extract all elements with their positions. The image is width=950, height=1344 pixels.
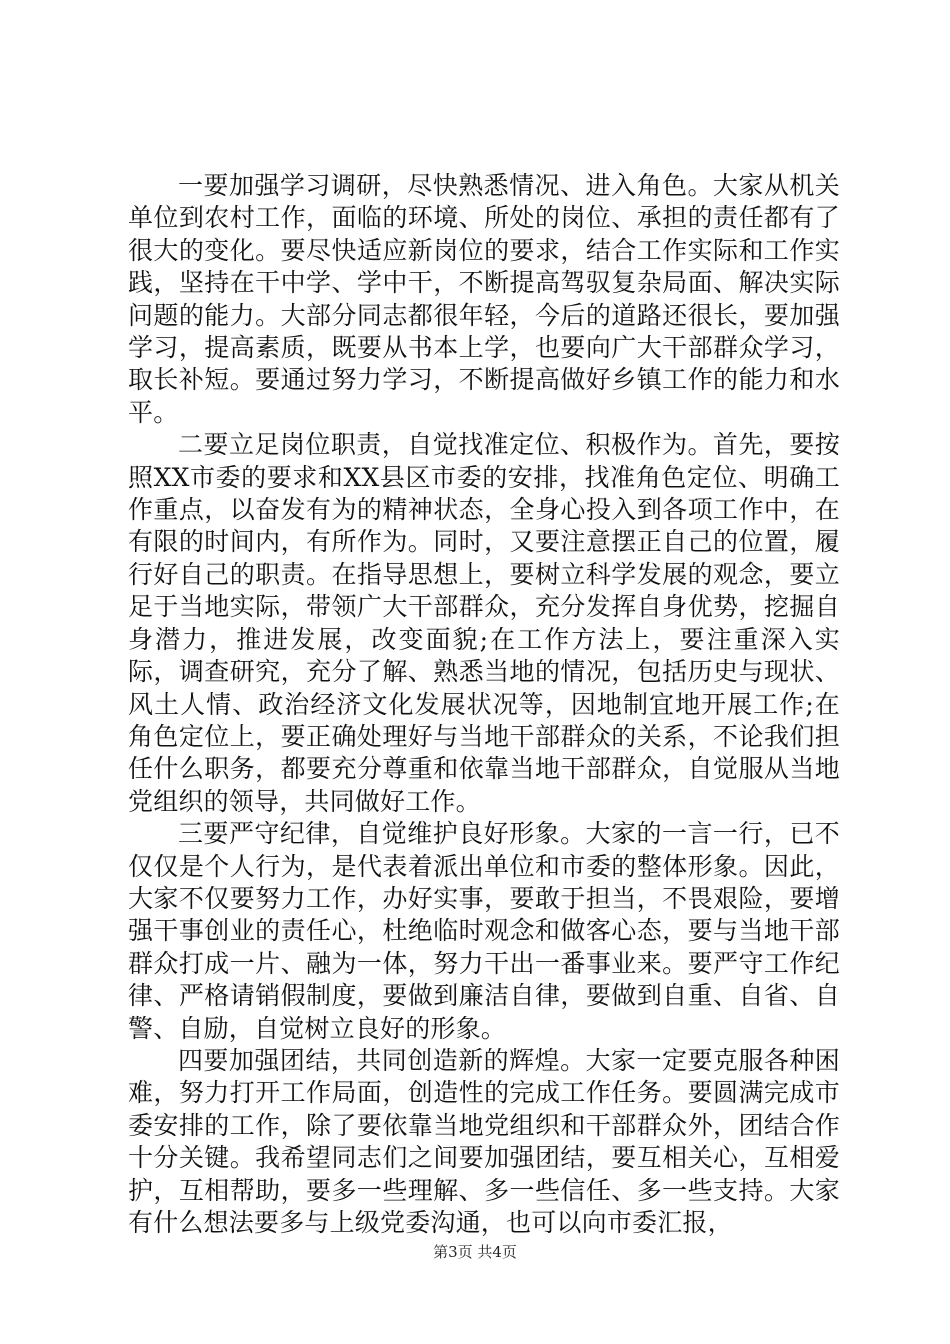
paragraph-1: 一要加强学习调研，尽快熟悉情况、进入角色。大家从机关单位到农村工作，面临的环境、所处的岗位、承担的责任都有了很大的变化。要尽快适应新岗位的要求，结合工作实际和工作实践，坚持在干中学、学中干，不断提高驾驭复杂局面、解决实际问题的能力。大部分同志都很年轻，今后的道路还很长，要加强学习，提高素质，既要从书本上学，也要向广大干部群众学习，取长补短。要通过努力学习，不断提高做好乡镇工作的能力和水平。 bbox=[128, 171, 840, 427]
page-number: 第3页 共4页 bbox=[433, 1243, 517, 1261]
page-footer bbox=[0, 1242, 950, 1262]
paragraph-3: 三要严守纪律，自觉维护良好形象。大家的一言一行，已不仅仅是个人行为，是代表着派出单位和市委的整体形象。因此，大家不仅要努力工作，办好实事，要敢于担当，不畏艰险，要增强干事创业的责任心，杜绝临时观念和做客心态，要与当地干部群众打成一片、融为一体，努力干出一番事业来。要严守工作纪律、严格请销假制度，要做到廉洁自律，要做到自重、自省、自警、自励，自觉树立良好的形象。 bbox=[128, 819, 840, 1043]
document-body bbox=[128, 170, 840, 1239]
paragraph-2: 二要立足岗位职责，自觉找准定位、积极作为。首先，要按照XX市委的要求和XX县区市委的安排，找准角色定位、明确工作重点，以奋发有为的精神状态，全身心投入到各项工作中，在有限的时间内，有所作为。同时，又要注意摆正自己的位置，履行好自己的职责。在指导思想上，要树立科学发展的观念，要立足于当地实际，带领广大干部群众，充分发挥自身优势，挖掘自身潜力，推进发展，改变面貌;在工作方法上，要注重深入实际，调查研究，充分了解、熟悉当地的情况，包括历史与现状、风土人情、政治经济文化发展状况等，因地制宜地开展工作;在角色定位上，要正确处理好与当地干部群众的关系，不论我们担任什么职务，都要充分尊重和依靠当地干部群众，自觉服从当地党组织的领导，共同做好工作。 bbox=[128, 430, 840, 816]
paragraph-4: 四要加强团结，共同创造新的辉煌。大家一定要克服各种困难，努力打开工作局面，创造性的完成工作任务。要圆满完成市委安排的工作，除了要依靠当地党组织和干部群众外，团结合作十分关键。我希望同志们之间要加强团结，要互相关心，互相爱护，互相帮助，要多一些理解、多一些信任、多一些支持。大家有什么想法要多与上级党委沟通，也可以向市委汇报， bbox=[128, 1045, 840, 1237]
